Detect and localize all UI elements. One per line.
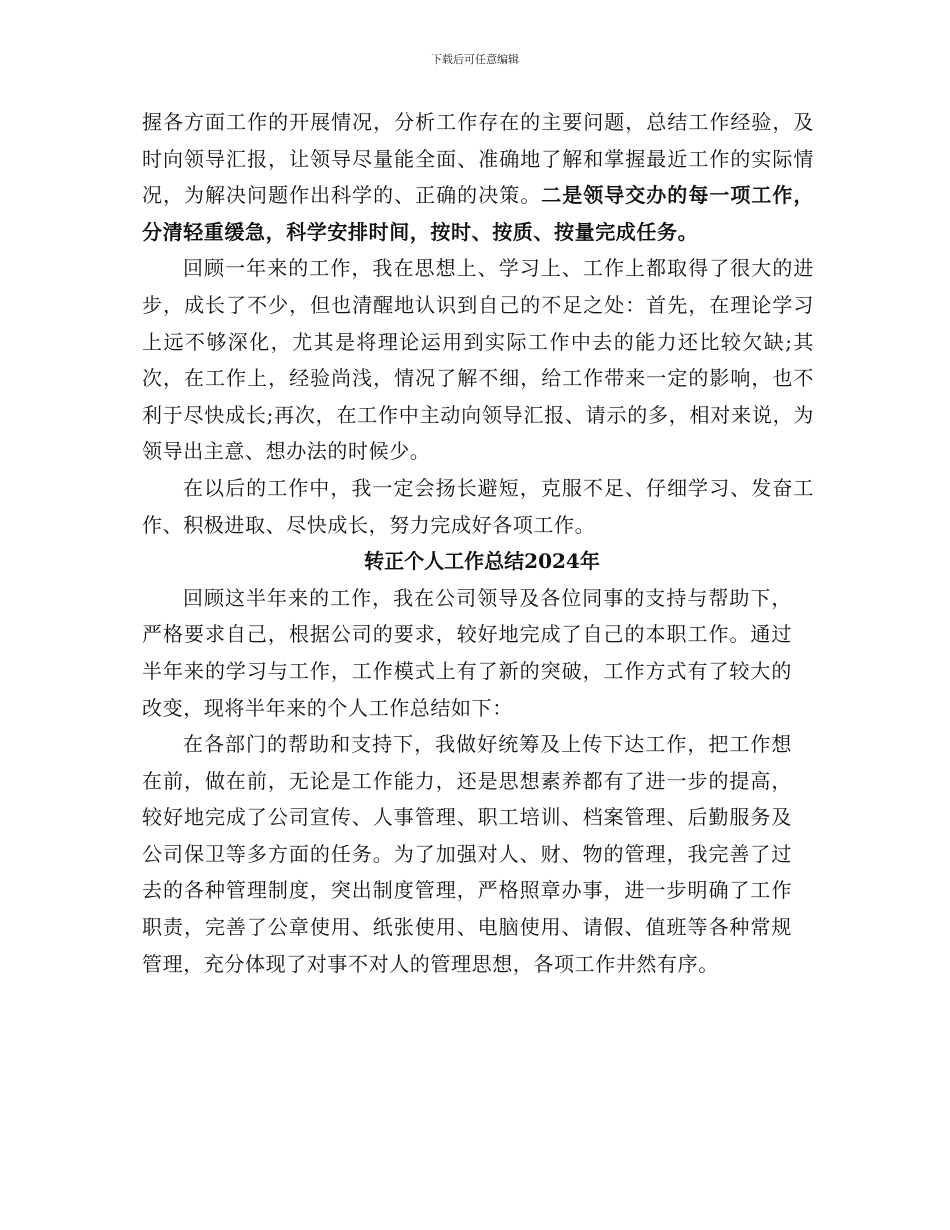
paragraph-review: 回顾一年来的工作，我在思想上、学习上、工作上都取得了很大的进步，成长了不少，但也清醒地认识到自己的不足之处：首先，在理论学习上远不够深化，尤其是将理论运用到实际工作中去的能力还比较欠缺;其次，在工作上，经验尚浅，情况了解不细，给工作带来一定的影响，也不利于尽快成长;再次，在工作中主动向领导汇报、请示的多，相对来说，为领导出主意、想办法的时候少。 — [142, 256, 814, 464]
paragraph-text: 握各方面工作的开展情况，分析工作存在的主要问题，总结工作经验，及时向领导汇报，让领导尽量能全面、准确地了解和掌握最近工作的实际情况，为解决问题作出科学的、正确的决策。 — [142, 110, 814, 208]
section-title: 转正个人工作总结2024年 — [364, 549, 600, 574]
page-header: 下载后可任意编辑 — [431, 53, 519, 66]
paragraph-department-support: 在各部门的帮助和支持下，我做好统筹及上传下达工作，把工作想在前，做在前，无论是工作能力，还是思想素养都有了进一步的提高，较好地完成了公司宣传、人事管理、职工培训、档案管理、后勤服务及公司保卫等多方面的任务。为了加强对人、财、物的管理，我完善了过去的各种管理制度，突出制度管理，严格照章办事，进一步明确了工作职责，完善了公章使用、纸张使用、电脑使用、请假、值班等各种常规管理，充分体现了对事不对人的管理思想，各项工作井然有序。 — [142, 732, 792, 976]
paragraph-continuation — [142, 104, 814, 250]
paragraph-bold-text: 二是领导交办的每一项工作，分清轻重缓急，科学安排时间，按时、按质、按量完成任务。 — [142, 183, 814, 244]
paragraph-half-year-review: 回顾这半年来的工作，我在公司领导及各位同事的支持与帮助下，严格要求自己，根据公司的要求，较好地完成了自己的本职工作。通过半年来的学习与工作，工作模式上有了新的突破，工作方式有了较大的改变，现将半年来的个人工作总结如下： — [142, 585, 792, 720]
document-body — [142, 104, 814, 982]
paragraph-future: 在以后的工作中，我一定会扬长避短，克服不足、仔细学习、发奋工作、积极进取、尽快成长，努力完成好各项工作。 — [142, 475, 814, 537]
